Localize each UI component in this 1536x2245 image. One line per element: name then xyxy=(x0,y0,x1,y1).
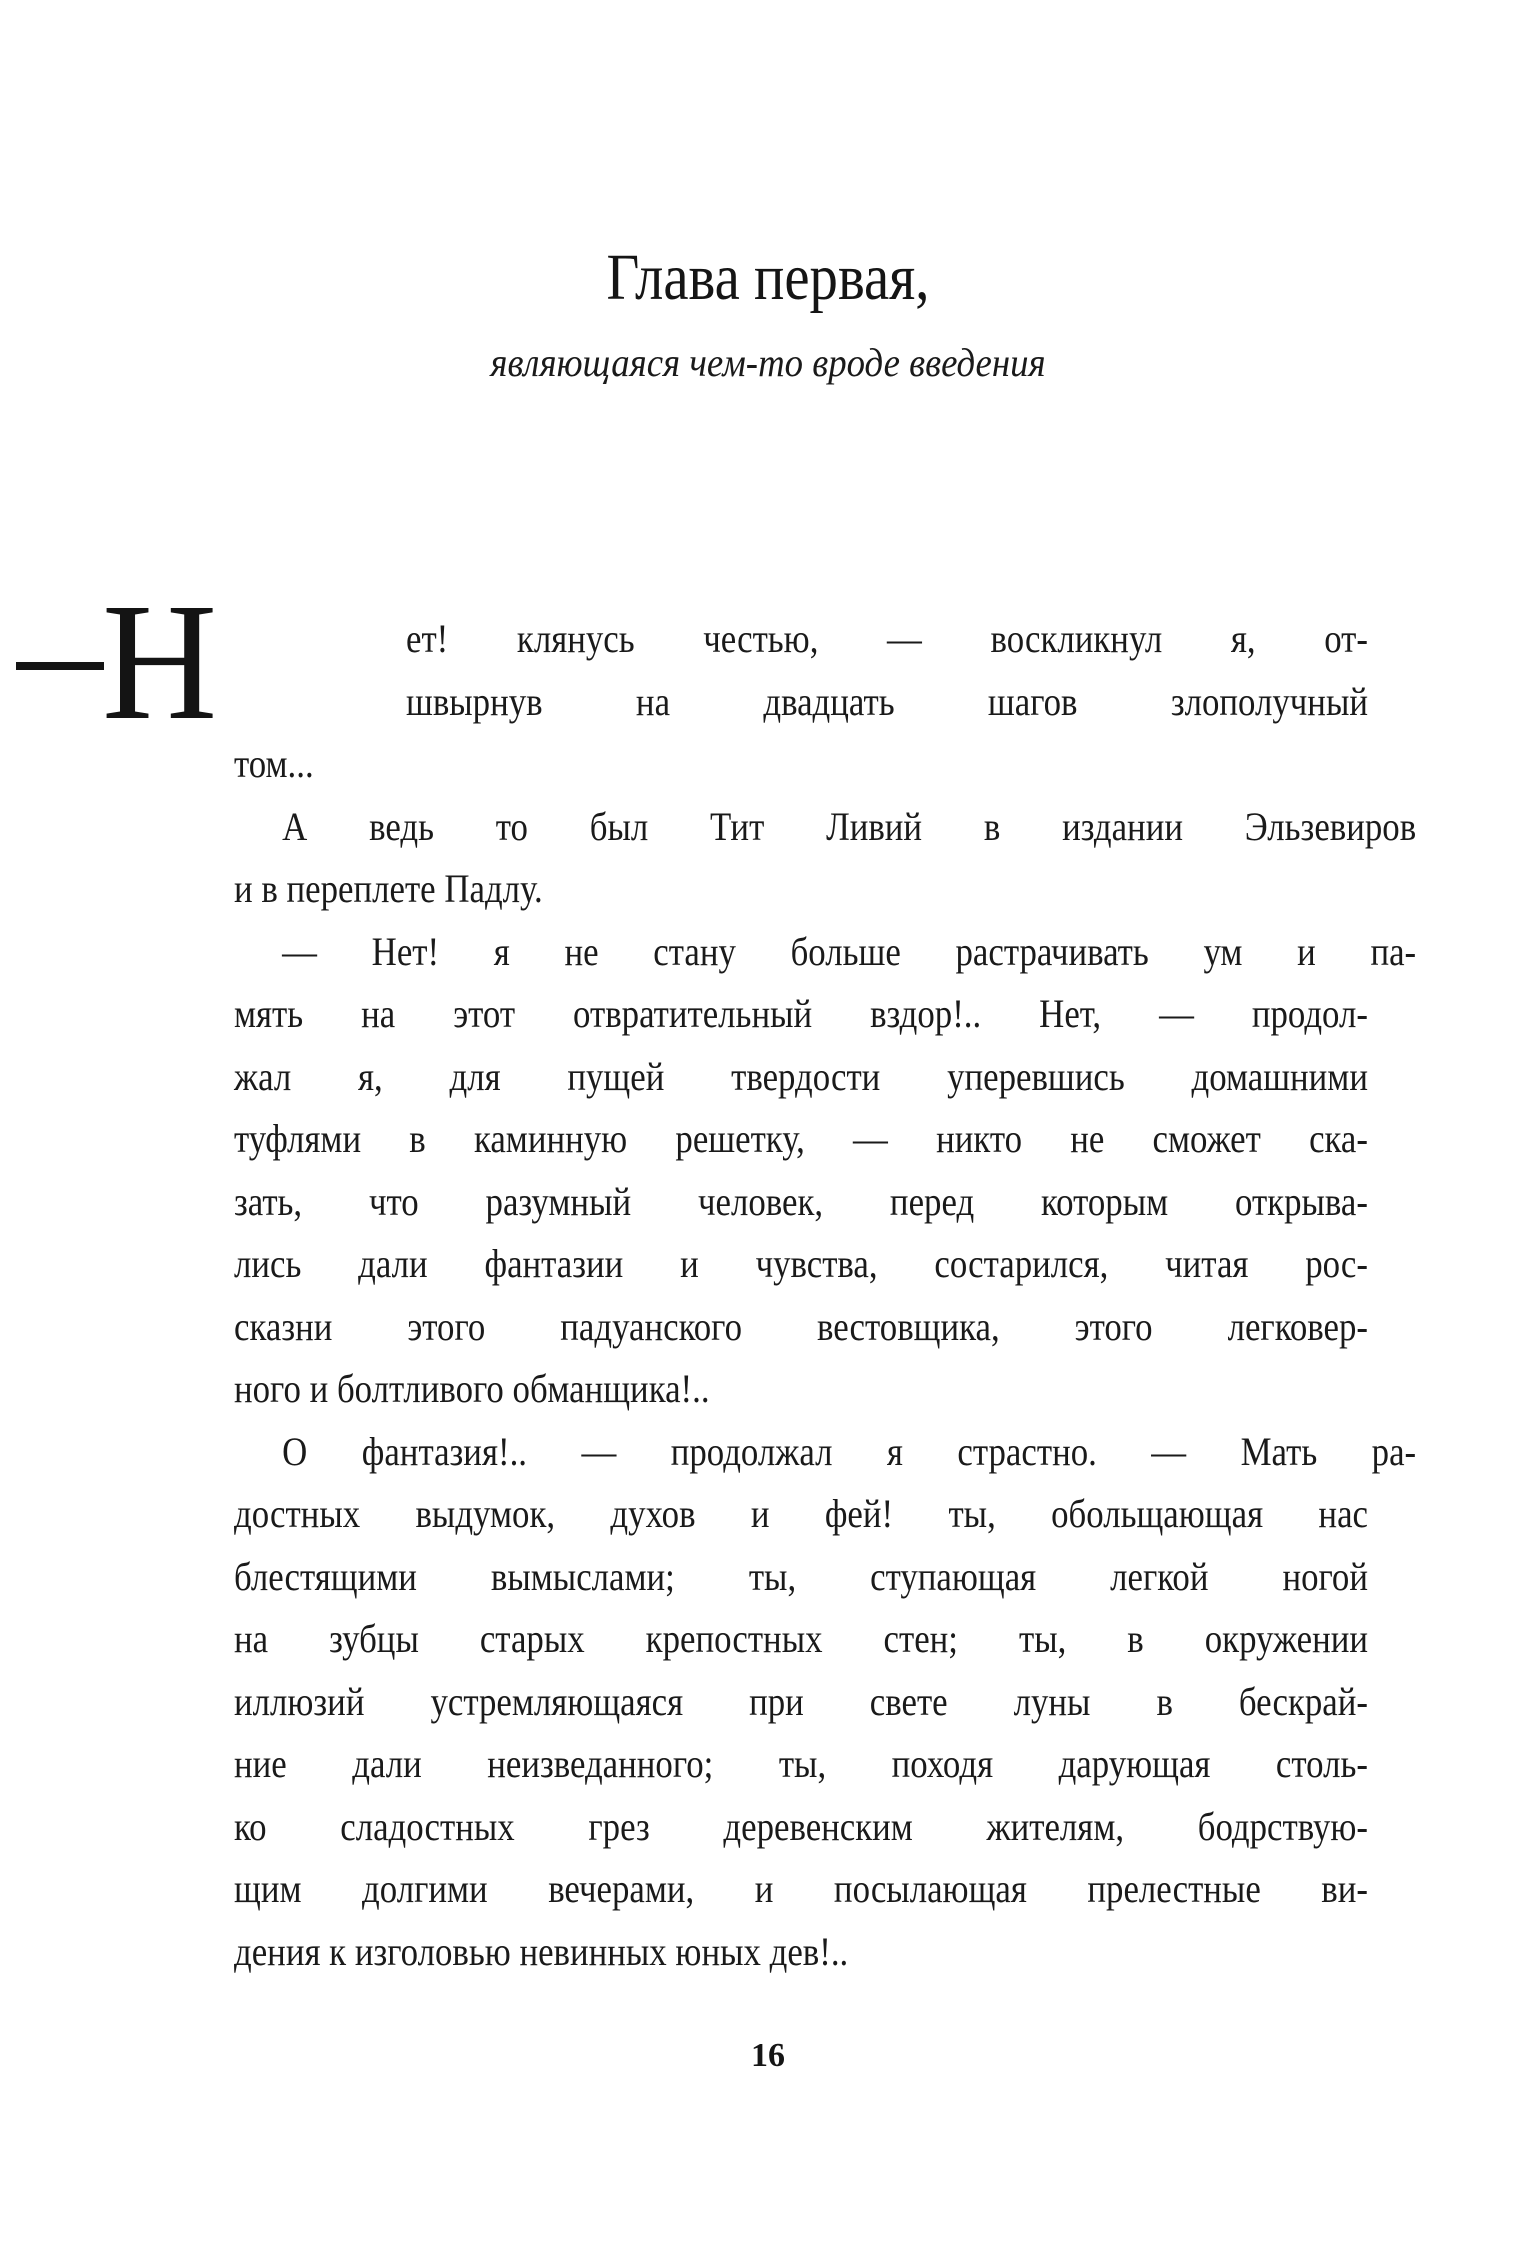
body-text xyxy=(234,733,1417,1983)
drop-cap-letter: Н xyxy=(102,569,218,755)
text-line: зать, что разумный человек, перед которым открыва- xyxy=(234,1178,1368,1224)
text-line: лись дали фантазии и чувства, состарился, читая рос- xyxy=(234,1241,1368,1286)
text-line: ко сладостных грез деревенским жителям, бодрствую- xyxy=(234,1803,1368,1849)
chapter-title: Глава первая, xyxy=(606,241,930,314)
text-line: ет! клянусь честью, — воскликнул я, от- xyxy=(406,616,1368,661)
text-line: достных выдумок, духов и фей! ты, обольщающая нас xyxy=(234,1491,1368,1536)
text-line: блестящими вымыслами; ты, ступающая легкой ногой xyxy=(234,1553,1368,1599)
text-line: ного и болтливого обманщика!.. xyxy=(234,1366,710,1411)
drop-cap xyxy=(0,569,360,755)
text-line: ние дали неизведанного; ты, походя дарующая столь- xyxy=(234,1741,1368,1786)
text-line: туфлями в каминную решетку, — никто не сможет ска- xyxy=(234,1116,1368,1161)
text-line: том... xyxy=(234,741,314,786)
text-line: и в переплете Падлу. xyxy=(234,866,543,911)
text-line: на зубцы старых крепостных стен; ты, в окружении xyxy=(234,1616,1368,1661)
drop-cap-dash xyxy=(16,662,104,670)
text-line: иллюзий устремляющаяся при свете луны в бескрай- xyxy=(234,1678,1368,1724)
page-number: 16 xyxy=(751,2037,785,2074)
paragraph-start-line: А ведь то был Тит Ливий в издании Эльзевиров xyxy=(282,803,1417,849)
opening-lines xyxy=(406,608,1368,733)
text-line: жал я, для пущей твердости уперевшись домашними xyxy=(234,1053,1368,1099)
paragraph-start-line: — Нет! я не стану больше растрачивать ум и па- xyxy=(282,928,1417,974)
text-line: дения к изголовью невинных юных дев!.. xyxy=(234,1928,849,1974)
text-line: мять на этот отвратительный вздор!.. Нет, — продол- xyxy=(234,991,1368,1036)
text-line: швырнув на двадцать шагов злополучный xyxy=(406,678,1368,724)
text-line: сказни этого падуанского вестовщика, этого легковер- xyxy=(234,1303,1368,1349)
paragraph-start-line: О фантазия!.. — продолжал я страстно. — Мать ра- xyxy=(282,1428,1417,1474)
text-line: щим долгими вечерами, и посылающая прелестные ви- xyxy=(234,1866,1368,1911)
chapter-subtitle: являющаяся чем-то вроде введения xyxy=(490,340,1046,385)
